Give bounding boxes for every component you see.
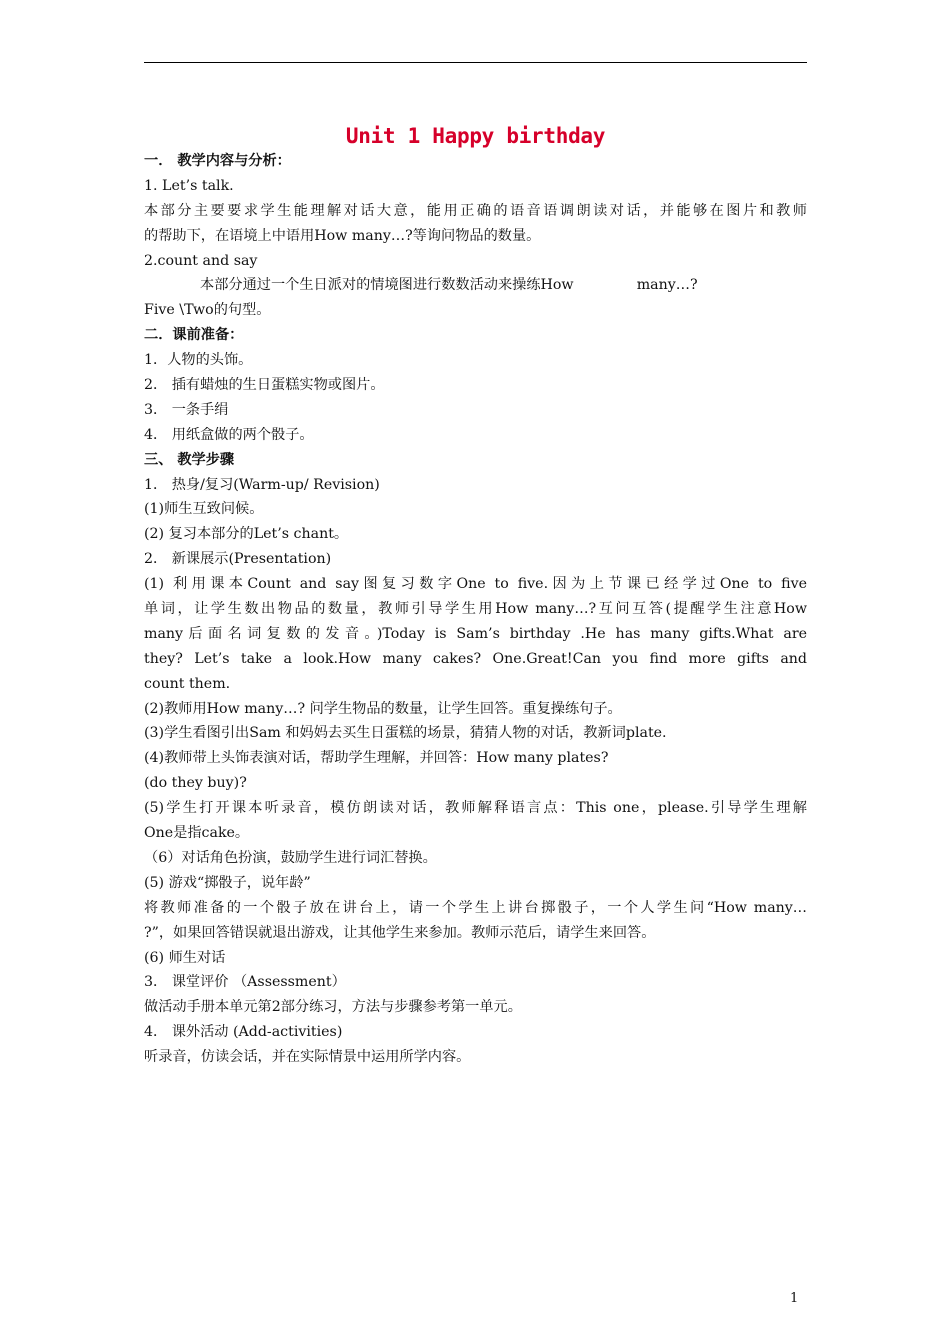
page-number: 1 <box>790 1291 799 1306</box>
body-line: 本部分通过一个生日派对的情境图进行数数活动来操练How many…? <box>200 277 698 294</box>
header-rule <box>144 62 807 63</box>
body-line: 3． 课堂评价 （Assessment） <box>144 974 346 991</box>
body-line: 的帮助下，在语境上中语用How many…?等询问物品的数量。 <box>144 227 541 244</box>
body-line: Five \Two的句型。 <box>144 302 271 319</box>
body-line: (4)教师带上头饰表演对话，帮助学生理解，并回答：How many plates? <box>144 750 609 767</box>
body-line: 将教师准备的一个骰子放在讲台上，请一个学生上讲台掷骰子，一个人学生问“How many… <box>144 899 807 916</box>
body-line: (1) 利用课本Count and say图复习数字One to five.因为上节课已经学过One to five <box>144 576 807 593</box>
section-heading-steps: 三、 教学步骤 <box>144 451 235 468</box>
body-line: (6) 师生对话 <box>144 949 226 966</box>
body-line: (do they buy)? <box>144 775 247 792</box>
body-line: (2)教师用How many…? 问学生物品的数量，让学生回答。重复操练句子。 <box>144 700 622 717</box>
body-line: （6）对话角色扮演，鼓励学生进行词汇替换。 <box>144 849 437 866</box>
document-body <box>144 149 807 1070</box>
body-line: 单词，让学生数出物品的数量，教师引导学生用How many…?互问互答(提醒学生注意How <box>144 601 807 618</box>
body-line: they? Let’s take a look.How many cakes? One.Great!Can you find more gifts and <box>144 650 807 667</box>
body-line: 4． 课外活动 (Add-activities) <box>144 1024 343 1041</box>
body-line: many后面名词复数的发音。)Today is Sam’s birthday .He has many gifts.What are <box>144 625 807 642</box>
section-heading-analysis: 一． 教学内容与分析： <box>144 153 291 169</box>
body-line: 1． 热身/复习(Warm-up/ Revision) <box>144 476 380 493</box>
body-line: 2.count and say <box>144 252 258 269</box>
body-line: ?”，如果回答错误就退出游戏，让其他学生来参加。教师示范后，请学生来回答。 <box>144 924 656 941</box>
body-line: 1．人物的头饰。 <box>144 352 253 369</box>
body-line: 2． 插有蜡烛的生日蛋糕实物或图片。 <box>144 377 385 394</box>
body-line: One是指cake。 <box>144 825 250 842</box>
body-line: 1. Let’s talk. <box>144 177 234 194</box>
body-line: 做活动手册本单元第2部分练习，方法与步骤参考第一单元。 <box>144 999 522 1016</box>
body-line: (5)学生打开课本听录音，模仿朗读对话，教师解释语言点：This one，please.引导学生理解 <box>144 800 807 817</box>
body-line: count them. <box>144 675 231 692</box>
body-line: 听录音，仿读会话，并在实际情景中运用所学内容。 <box>144 1049 471 1066</box>
document-title: Unit 1 Happy birthday <box>345 124 606 148</box>
body-line: 4． 用纸盒做的两个骰子。 <box>144 426 314 443</box>
body-line: 2． 新课展示(Presentation) <box>144 551 332 568</box>
body-line: 本部分主要要求学生能理解对话大意，能用正确的语音语调朗读对话，并能够在图片和教师 <box>144 202 807 219</box>
body-line: (2) 复习本部分的Let’s chant。 <box>144 526 349 543</box>
body-line: 3． 一条手绢 <box>144 401 229 418</box>
body-line: (5) 游戏“掷骰子，说年龄” <box>144 874 311 891</box>
body-line: (3)学生看图引出Sam 和妈妈去买生日蛋糕的场景，猜猜人物的对话，教新词plate. <box>144 725 667 742</box>
section-heading-preparation: 二．课前准备： <box>144 327 244 344</box>
body-line: (1)师生互致问候。 <box>144 501 264 518</box>
